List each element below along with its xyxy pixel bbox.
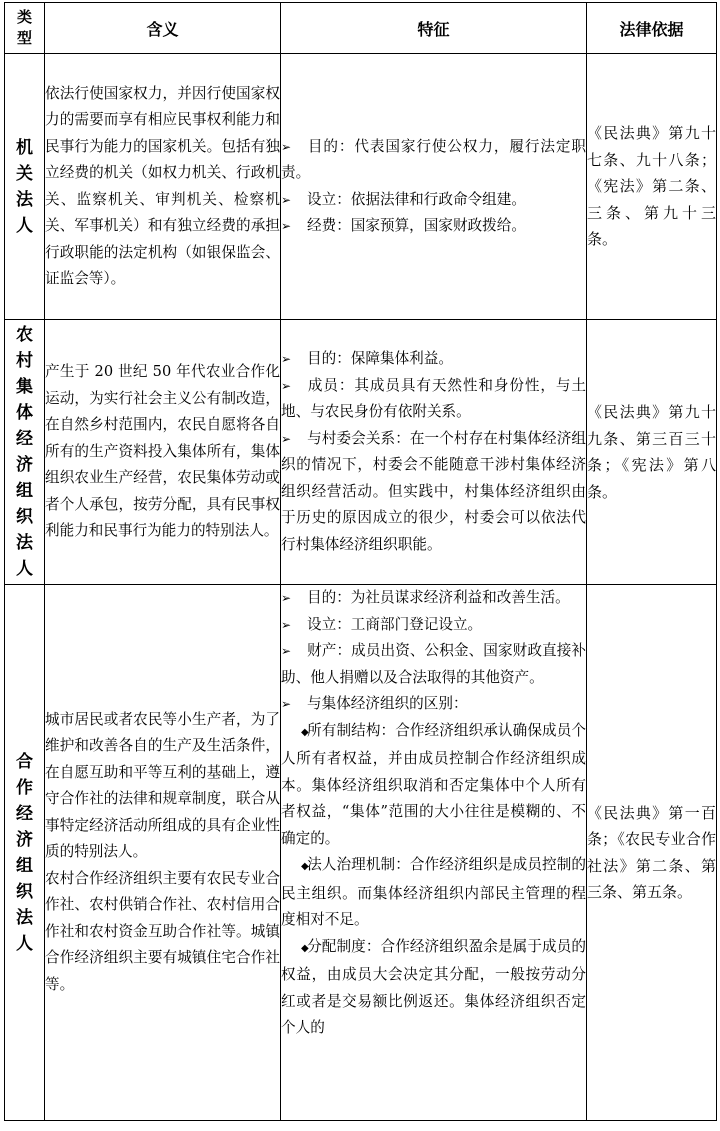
- meaning-paragraph: 城市居民或者农民等小生产者，为了维护和改善各自的生产及生活条件，在自愿互助和平等互利的基础上，遵守合作社的法律和规章制度，联合从事特定经济活动所组成的具有企业性质的特别法人。: [45, 710, 280, 861]
- header-type: 类型: [5, 3, 45, 54]
- table-row: [5, 54, 717, 320]
- arrow-bullet-icon: ➢: [281, 192, 292, 207]
- meaning-cell: [45, 585, 281, 1121]
- arrow-bullet-icon: ➢: [281, 591, 292, 605]
- basis-text: 《民法典》第九十九条、第三百三十条；《宪法》第八条。: [587, 403, 716, 501]
- feature-item: [281, 638, 586, 691]
- features-cell: [281, 320, 587, 585]
- type-cell: 合作经济组织法人: [5, 585, 45, 1121]
- features-cell: [281, 54, 587, 320]
- feature-item: [281, 134, 586, 187]
- header-meaning: 含义: [45, 3, 281, 54]
- feature-text: 目的：代表国家行使公权力，履行法定职责。: [281, 137, 586, 181]
- feature-item: [281, 373, 586, 426]
- meaning-cell: [45, 54, 281, 320]
- feature-text: 经费：国家预算，国家财政拨给。: [307, 217, 526, 234]
- feature-text: 法人治理机制：合作经济组织是成员控制的民主组织。而集体经济组织内部民主管理的程度相对不足。: [281, 856, 586, 928]
- basis-cell: [587, 54, 717, 320]
- arrow-bullet-icon: ➢: [281, 697, 292, 711]
- feature-text: 设立：工商部门登记设立。: [307, 615, 483, 633]
- feature-item: [281, 691, 586, 718]
- arrow-bullet-icon: ➢: [281, 352, 292, 366]
- table-row: [5, 585, 717, 1121]
- basis-text: 《民法典》第九十七条、九十八条；《宪法》第二条、三条、第九十三条。: [587, 124, 716, 249]
- header-basis: 法律依据: [587, 3, 717, 54]
- arrow-bullet-icon: ➢: [281, 431, 292, 446]
- meaning-paragraph: 农村合作经济组织主要有农民专业合作社、农村供销合作社、农村信用合作社和农村资金互助合作社等。城镇合作经济组织主要有城镇住宅合作社等。: [45, 869, 280, 993]
- diamond-bullet-icon: ◆: [301, 942, 309, 954]
- feature-text: 与集体经济组织的区别：: [307, 695, 468, 712]
- feature-text: 设立：依据法律和行政命令组建。: [307, 190, 526, 208]
- feature-text: 分配制度：合作经济组织盈余是属于成员的权益，由成员大会决定其分配，一般按劳动分红或者是交易额比例返还。集体经济组织否定个人的: [281, 937, 586, 1036]
- arrow-bullet-icon: ➢: [281, 378, 292, 393]
- meaning-paragraph: 产生于 20 世纪 50 年代农业合作化运动，为实行社会主义公有制改造，在自然乡村范围内，农民自愿将各自所有的生产资料投入集体所有，集体组织农业生产经营，农民集体劳动或者个人承包，按劳分配，具有民事权利能力和民事行为能力的特别法人。: [45, 363, 280, 540]
- feature-item: [281, 426, 586, 559]
- feature-text: 财产：成员出资、公积金、国家财政直接补助、他人捐赠以及合法取得的其他资产。: [281, 642, 586, 686]
- arrow-bullet-icon: ➢: [281, 617, 292, 632]
- table-row: [5, 320, 717, 585]
- feature-item: [281, 213, 586, 240]
- arrow-bullet-icon: ➢: [281, 644, 292, 658]
- meaning-cell: [45, 320, 281, 585]
- type-cell: 机关法人: [5, 54, 45, 320]
- basis-text: 《民法典》第一百条；《农民专业合作社法》第二条、第三条、第五条。: [587, 803, 716, 901]
- basis-cell: [587, 320, 717, 585]
- feature-item: [281, 852, 586, 934]
- type-cell: 农村集体经济组织法人: [5, 320, 45, 585]
- header-row: [5, 3, 717, 54]
- feature-text: 目的：为社员谋求经济利益和改善生活。: [307, 589, 570, 606]
- feature-text: 成员：其成员具有天然性和身份性，与土地、与农民身份有依附关系。: [281, 376, 586, 420]
- feature-item: [281, 612, 586, 639]
- feature-item: [281, 187, 586, 214]
- diamond-bullet-icon: ◆: [301, 861, 309, 872]
- header-features: 特征: [281, 3, 587, 54]
- meaning-paragraph: 依法行使国家权力，并因行使国家权力的需要而享有相应民事权利能力和民事行为能力的国家机关。包括有独立经费的机关（如权力机关、行政机关、监察机关、审判机关、检察机关、军事机关）和有独立经费的承担行政职能的法定机构（如银保监会、证监会等）。: [45, 84, 280, 287]
- feature-text: 所有制结构：合作经济组织承认确保成员个人所有者权益，并由成员控制合作经济组织成本。集体经济组织取消和否定集体中个人所有者权益，“集体”范围的大小往往是模糊的、不确定的。: [281, 721, 586, 847]
- feature-item: [281, 585, 586, 612]
- features-cell: [281, 585, 587, 1121]
- feature-item: [281, 346, 586, 373]
- basis-cell: [587, 585, 717, 1121]
- feature-text: 目的：保障集体利益。: [307, 350, 453, 367]
- feature-text: 与村委会关系：在一个村存在村集体经济组织的情况下，村委会不能随意干涉村集体经济组织经营活动。但实践中，村集体经济组织由于历史的原因成立的很少，村委会可以依法代行村集体经济组织职能。: [281, 429, 586, 553]
- arrow-bullet-icon: ➢: [281, 139, 292, 154]
- feature-item: [281, 934, 586, 1042]
- diamond-bullet-icon: ◆: [301, 726, 309, 738]
- legal-person-table: [4, 2, 717, 1121]
- arrow-bullet-icon: ➢: [281, 219, 292, 233]
- feature-item: [281, 718, 586, 853]
